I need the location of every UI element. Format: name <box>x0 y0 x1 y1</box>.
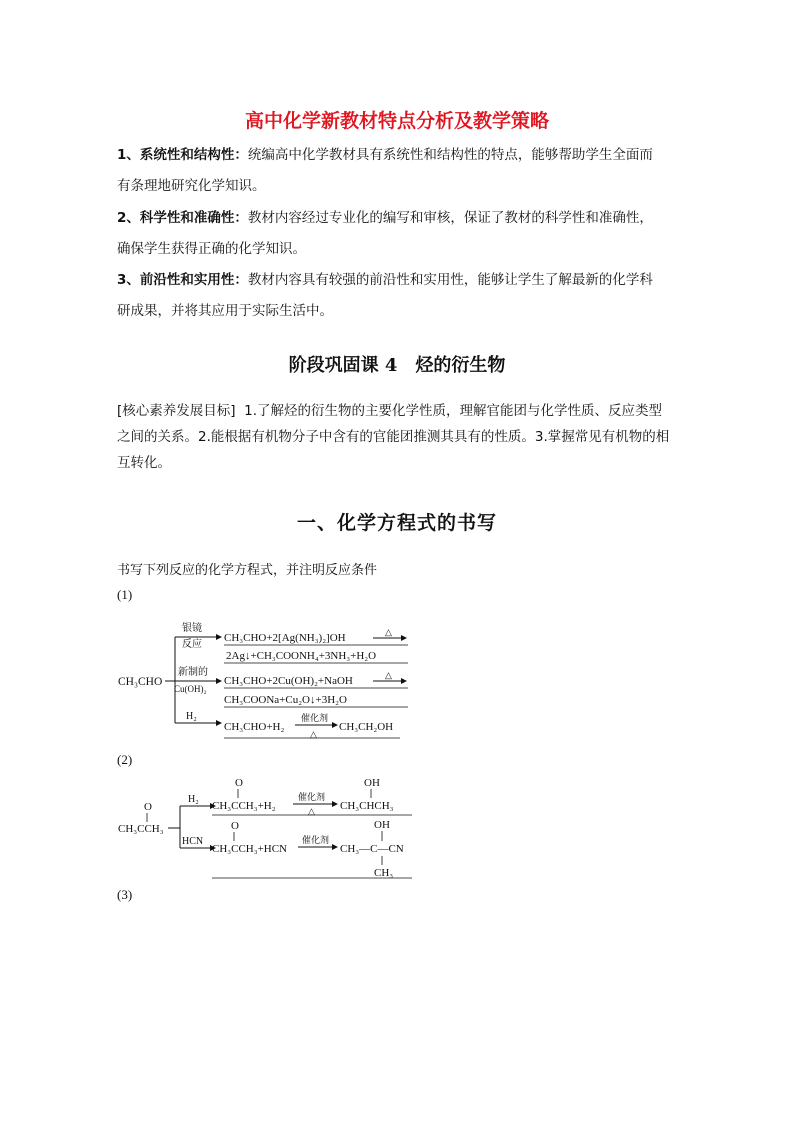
s2-b2-ch3: CH₃ <box>374 867 394 879</box>
s2-start: CH₃CCH₃ <box>118 823 164 835</box>
s1-b3-eq-right: CH₃CH₂OH <box>339 721 394 733</box>
s1-b1-eq-arrowhead <box>401 635 407 641</box>
s2-b2-oh: OH <box>374 819 390 831</box>
point-1 <box>117 140 693 202</box>
s1-b1-eq-left: CH₃CHO+2[Ag(NH₃)₂]OH <box>224 632 346 644</box>
s2-start-o: O <box>144 801 152 813</box>
point-3-line1: 教材内容具有较强的前沿性和实用性，能够让学生了解最新的化学科 <box>247 272 653 288</box>
s2-b1-o: O <box>235 777 243 789</box>
s2-b1-cat: 催化剂 <box>298 792 326 802</box>
point-3-head: 3、前沿性和实用性： <box>117 272 248 288</box>
label-1: (1) <box>117 587 133 602</box>
goal-line2: 之间的关系。2.能根据有机物分子中含有的官能团推测其具有的性质。3.掌握常见有机物的相 <box>117 429 670 445</box>
goal-line1: 1.了解烃的衍生物的主要化学性质，理解官能团与化学性质、反应类型 <box>244 403 663 419</box>
s1-b2-eq-cond: △ <box>385 670 392 680</box>
s1-b3-arrowhead <box>216 720 222 726</box>
s1-b3-cond: H₂ <box>186 711 197 722</box>
point-1-line2: 有条理地研究化学知识。 <box>117 178 266 194</box>
s1-b3-eq-left: CH₃CHO+H₂ <box>224 721 285 733</box>
s2-b1-heat: △ <box>308 806 315 816</box>
s1-b2-eq-right: CH₃COONa+Cu₂O↓+3H₂O <box>224 694 347 706</box>
instruction: 书写下列反应的化学方程式，并注明反应条件 <box>117 563 378 578</box>
s2-b2-right: CH₃—C—CN <box>340 843 404 855</box>
top-title: 高中化学新教材特点分析及教学策略 <box>244 110 549 132</box>
s2-b2-left: CH₃CCH₃+HCN <box>212 843 287 855</box>
label-2: (2) <box>117 752 133 767</box>
s1-b1-cond-bot: 反应 <box>182 639 202 650</box>
s1-b1-arrowhead <box>216 634 222 640</box>
s1-b3-cat: 催化剂 <box>301 713 329 723</box>
s1-b1-eq-right: 2Ag↓+CH₃COONH₄+3NH₃+H₂O <box>226 650 377 662</box>
stage-title: 阶段巩固课 4 烃的衍生物 <box>288 355 506 376</box>
s2-b2-cat: 催化剂 <box>302 835 330 845</box>
reaction-scheme-2 <box>110 772 430 882</box>
s1-b1-eq-cond: △ <box>385 627 392 637</box>
point-1-line1: 统编高中化学教材具有系统性和结构性的特点，能够帮助学生全面而 <box>247 147 653 163</box>
label-3: (3) <box>117 887 133 902</box>
point-2 <box>117 203 693 265</box>
s2-b1-eq-arrowhead <box>332 801 338 807</box>
point-2-line2: 确保学生获得正确的化学知识。 <box>117 241 306 257</box>
core-goals <box>117 398 687 476</box>
s2-b1-oh: OH <box>364 777 380 789</box>
point-3-line2: 研成果，并将其应用于实际生活中。 <box>117 303 333 319</box>
s1-b2-cond-bot: Cu(OH)₂ <box>174 684 207 694</box>
s1-b1-cond-top: 银镜 <box>182 623 202 634</box>
s1-b2-arrowhead <box>216 678 222 684</box>
s2-b2-cond: HCN <box>182 836 204 847</box>
point-3 <box>117 265 693 327</box>
s1-b3-heat: △ <box>310 729 317 739</box>
goal-line3: 互转化。 <box>117 455 171 471</box>
s2-b1-right: CH₃CHCH₃ <box>340 800 394 812</box>
s2-b1-left: CH₃CCH₃+H₂ <box>212 800 276 812</box>
point-2-head: 2、科学性和准确性： <box>117 210 248 226</box>
s2-b2-o: O <box>231 820 239 832</box>
s1-b2-eq-arrowhead <box>401 678 407 684</box>
s1-b2-eq-left: CH₃CHO+2Cu(OH)₂+NaOH <box>224 675 353 687</box>
goal-tag: [核心素养发展目标] <box>117 403 236 419</box>
reaction-scheme-1 <box>110 615 420 745</box>
s2-b2-eq-arrowhead <box>332 844 338 850</box>
point-1-head: 1、系统性和结构性： <box>117 147 248 163</box>
s2-b1-cond: H₂ <box>188 794 199 805</box>
point-2-line1: 教材内容经过专业化的编写和审核，保证了教材的科学性和准确性， <box>247 210 653 226</box>
section-title: 一、化学方程式的书写 <box>296 512 497 534</box>
s1-start: CH₃CHO <box>118 676 163 688</box>
s1-b3-eq-arrowhead <box>332 722 338 728</box>
s1-b2-cond-top: 新制的 <box>178 667 208 678</box>
